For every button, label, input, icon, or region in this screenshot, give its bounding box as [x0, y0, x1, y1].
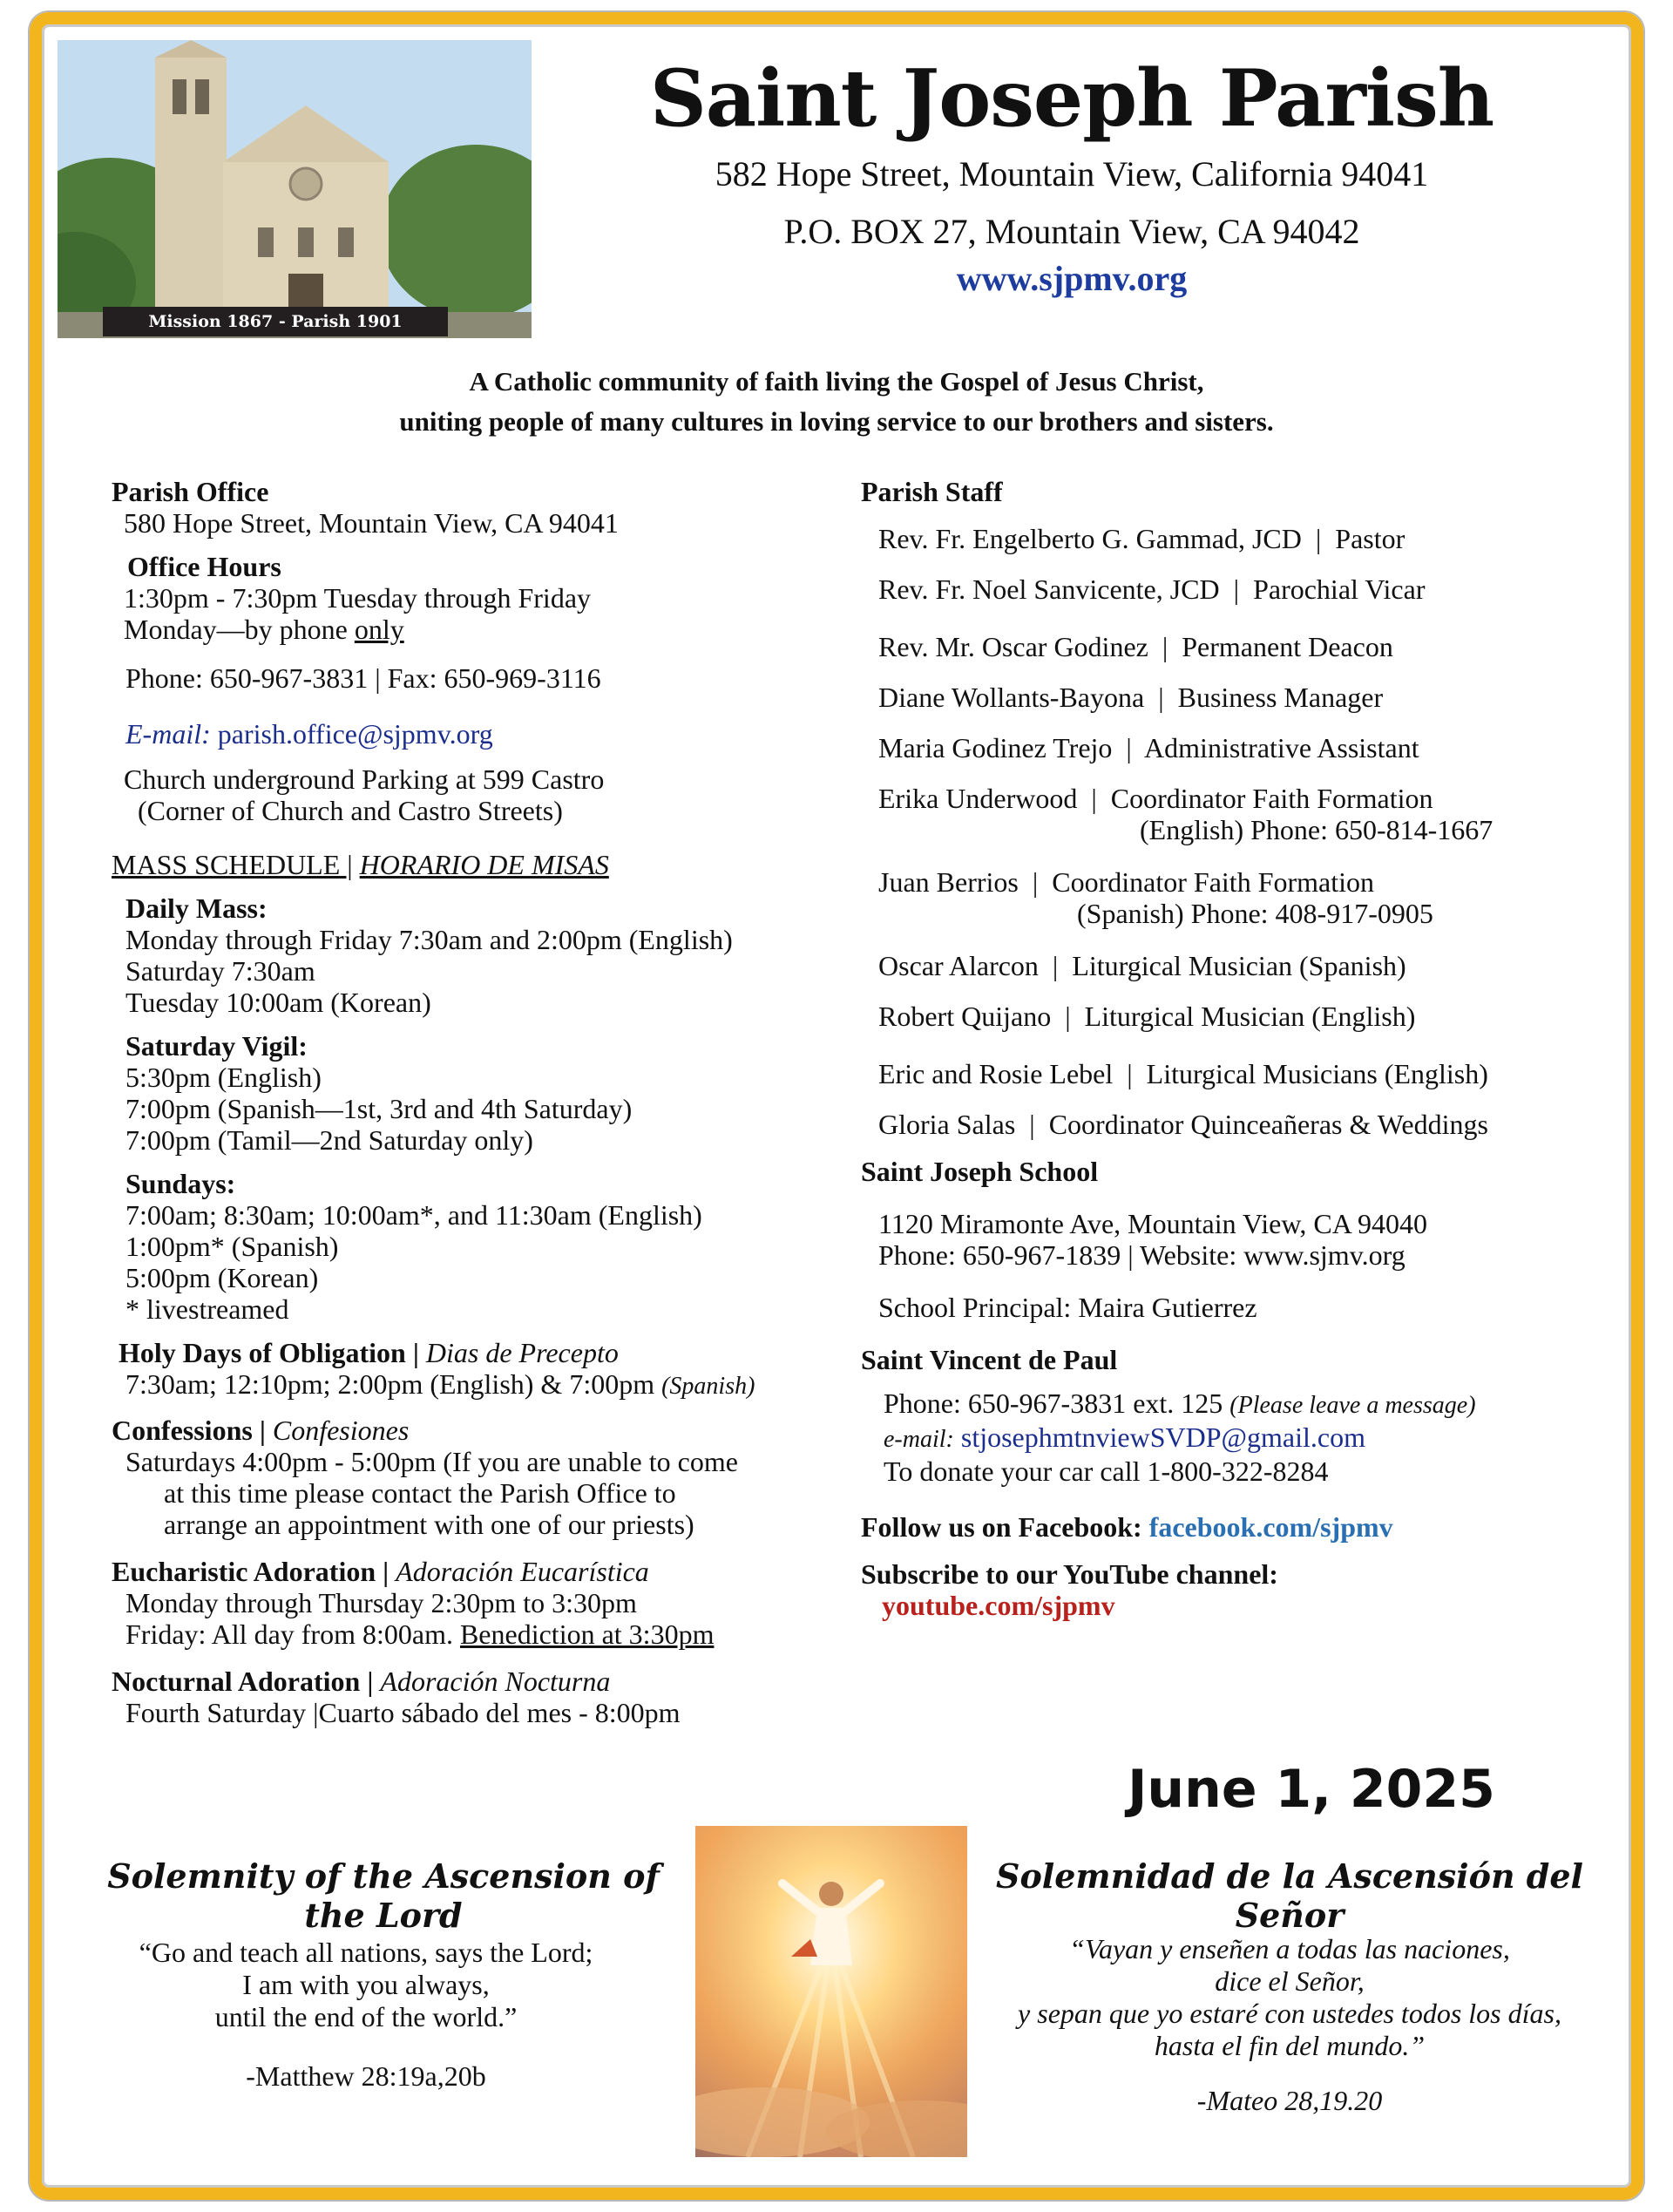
- website-link[interactable]: www.sjpmv.org: [956, 259, 1188, 298]
- svdp-heading: Saint Vincent de Paul: [861, 1344, 1118, 1375]
- staff-member: [878, 732, 1610, 763]
- email-row: [125, 718, 861, 750]
- parking-line: (Corner of Church and Castro Streets): [138, 795, 563, 826]
- youtube-label: Subscribe to our YouTube channel:: [861, 1558, 1278, 1590]
- sundays-heading: Sundays:: [125, 1168, 236, 1199]
- staff-name: Rev. Fr. Engelberto G. Gammad, JCD: [878, 523, 1302, 554]
- school-phone-web: Phone: 650-967-1839 | Website: www.sjmv.org: [878, 1239, 1405, 1271]
- eucharistic-es: Adoración Eucarística: [396, 1556, 649, 1587]
- quote-en-line: I am with you always,: [242, 1969, 490, 2000]
- parish-office-heading: Parish Office: [112, 476, 269, 507]
- svdp-phone-text: Phone: 650-967-3831 ext. 125: [884, 1388, 1223, 1419]
- staff-member: [878, 1001, 1610, 1032]
- mission-statement: [131, 362, 1542, 442]
- quote-es-line: dice el Señor,: [1215, 1965, 1365, 1997]
- svdp-phone: [884, 1388, 1610, 1422]
- vigil-time: 7:00pm (Tamil—2nd Saturday only): [125, 1124, 533, 1156]
- sundays: [125, 1168, 861, 1325]
- staff-list: [861, 523, 1610, 1140]
- vigil-time: 5:30pm (English): [125, 1062, 322, 1093]
- office-hours-only: only: [354, 614, 404, 645]
- staff-role: Pastor: [1335, 523, 1405, 554]
- daily-mass-heading: Daily Mass:: [125, 892, 268, 924]
- quote-es-line: y sepan que yo estaré con ustedes todos los días,: [1018, 1998, 1561, 2029]
- staff-separator: |: [1018, 866, 1053, 898]
- bulletin-date: June 1, 2025: [1128, 1759, 1495, 1820]
- daily-mass-time: Monday through Friday 7:30am and 2:00pm (English): [125, 924, 733, 955]
- staff-separator: |: [1051, 1001, 1085, 1032]
- svdp-phone-note: (Please leave a message): [1229, 1392, 1476, 1419]
- holy-days-es: Dias de Precepto: [425, 1337, 619, 1368]
- staff-name: Oscar Alarcon: [878, 950, 1039, 981]
- staff-member: [878, 950, 1610, 981]
- holy-days-spanish: (Spanish): [661, 1373, 755, 1400]
- holy-days-times: [125, 1368, 861, 1402]
- quote-en-line: “Go and teach all nations, says the Lord;: [139, 1937, 593, 1968]
- youtube-link[interactable]: youtube.com/sjpmv: [882, 1590, 1115, 1621]
- eucharistic-heading: [112, 1556, 861, 1587]
- saturday-vigil-heading: Saturday Vigil:: [125, 1030, 308, 1062]
- staff-member: [878, 866, 1610, 898]
- right-column: [861, 476, 1610, 1621]
- mission-line: uniting people of many cultures in loving service to our brothers and sisters.: [399, 406, 1274, 437]
- svdp-email-label: e-mail:: [884, 1426, 954, 1453]
- holy-days-heading: [119, 1337, 861, 1368]
- nocturnal-en: Nocturnal Adoration |: [112, 1666, 374, 1697]
- staff-member: [878, 1109, 1610, 1140]
- staff-separator: |: [1144, 682, 1178, 713]
- mass-schedule-es: HORARIO DE MISAS: [359, 849, 609, 880]
- mass-schedule-en: MASS SCHEDULE |: [112, 849, 353, 880]
- staff-role: Administrative Assistant: [1144, 732, 1419, 763]
- office-hours-monday: Monday—by phone: [124, 614, 355, 645]
- staff-separator: |: [1113, 1058, 1147, 1089]
- staff-role: Coordinator Quinceañeras & Weddings: [1048, 1109, 1488, 1140]
- citation-en: -Matthew 28:19a,20b: [246, 2060, 486, 2092]
- eucharistic-line: [125, 1618, 861, 1650]
- sunday-time: 5:00pm (Korean): [125, 1262, 319, 1293]
- staff-name: Eric and Rosie Lebel: [878, 1058, 1114, 1089]
- school-heading: Saint Joseph School: [861, 1156, 1099, 1187]
- staff-separator: |: [1077, 783, 1111, 814]
- livestream-note: * livestreamed: [125, 1293, 289, 1325]
- nocturnal-es: Adoración Nocturna: [380, 1666, 611, 1697]
- daily-mass-time: Tuesday 10:00am (Korean): [125, 987, 431, 1018]
- office-hours-heading: Office Hours: [127, 551, 281, 582]
- ascension-illustration: [695, 1826, 967, 2157]
- staff-member: [878, 1058, 1610, 1089]
- staff-role: Liturgical Musician (English): [1084, 1001, 1416, 1032]
- staff-phone: (English) Phone: 650-814-1667: [1140, 814, 1494, 845]
- confessions-line: Saturdays 4:00pm - 5:00pm (If you are unable to come: [125, 1446, 738, 1477]
- staff-role: Permanent Deacon: [1182, 631, 1393, 662]
- staff-separator: |: [1038, 950, 1073, 981]
- mass-schedule-heading: [112, 849, 861, 880]
- church-photo: [58, 40, 532, 338]
- staff-role: Coordinator Faith Formation: [1052, 866, 1375, 898]
- confessions-en: Confessions |: [112, 1415, 266, 1446]
- sunday-time: 7:00am; 8:30am; 10:00am*, and 11:30am (English): [125, 1199, 702, 1231]
- staff-role: Coordinator Faith Formation: [1110, 783, 1433, 814]
- facebook-label: Follow us on Facebook:: [861, 1511, 1142, 1543]
- staff-heading: Parish Staff: [861, 476, 1003, 507]
- church-illustration: [58, 40, 532, 338]
- email-label: E-mail:: [125, 718, 211, 750]
- eucharistic-en: Eucharistic Adoration |: [112, 1556, 389, 1587]
- holy-days-en: Holy Days of Obligation |: [119, 1337, 419, 1368]
- office-hours-line: 1:30pm - 7:30pm Tuesday through Friday: [124, 582, 592, 614]
- staff-member: [878, 783, 1610, 814]
- staff-role: Parochial Vicar: [1253, 573, 1426, 605]
- feast-title-en: Solemnity of the Ascension of the Lord: [107, 1856, 660, 1935]
- staff-phone: (Spanish) Phone: 408-917-0905: [1077, 898, 1433, 929]
- staff-role: Liturgical Musician (Spanish): [1072, 950, 1406, 981]
- quote-en-line: until the end of the world.”: [214, 2001, 518, 2032]
- eucharistic-friday: Friday: All day from 8:00am.: [125, 1618, 460, 1650]
- svdp-email: [884, 1422, 1610, 1455]
- email-link[interactable]: parish.office@sjpmv.org: [217, 718, 493, 750]
- staff-separator: |: [1148, 631, 1182, 662]
- staff-role: Business Manager: [1177, 682, 1384, 713]
- staff-role: Liturgical Musicians (English): [1146, 1058, 1488, 1089]
- left-column: [112, 476, 861, 1728]
- daily-mass-time: Saturday 7:30am: [125, 955, 315, 987]
- parish-title: Saint Joseph Parish: [649, 52, 1494, 145]
- benediction: Benediction at 3:30pm: [459, 1618, 715, 1650]
- svdp-donate: To donate your car call 1-800-322-8284: [884, 1455, 1329, 1487]
- staff-name: Erika Underwood: [878, 783, 1078, 814]
- school-principal: School Principal: Maira Gutierrez: [878, 1292, 1257, 1323]
- staff-name: Rev. Fr. Noel Sanvicente, JCD: [878, 573, 1220, 605]
- vigil-time: 7:00pm (Spanish—1st, 3rd and 4th Saturday): [125, 1093, 633, 1124]
- ascension-image: [695, 1826, 967, 2157]
- facebook-row: [861, 1511, 1610, 1543]
- staff-name: Gloria Salas: [878, 1109, 1016, 1140]
- staff-member: [878, 631, 1610, 662]
- sunday-time: 1:00pm* (Spanish): [125, 1231, 339, 1262]
- staff-name: Diane Wollants-Bayona: [878, 682, 1145, 713]
- staff-name: Juan Berrios: [878, 866, 1019, 898]
- school-address: 1120 Miramonte Ave, Mountain View, CA 94040: [878, 1208, 1428, 1239]
- quote-es-line: hasta el fin del mundo.”: [1154, 2030, 1426, 2061]
- office-hours-line: [124, 614, 861, 645]
- holy-days-times-text: 7:30am; 12:10pm; 2:00pm (English) & 7:00pm: [125, 1368, 655, 1400]
- confessions-es: Confesiones: [272, 1415, 410, 1446]
- staff-member: [878, 573, 1610, 605]
- parish-office-address: 580 Hope Street, Mountain View, CA 94041: [124, 507, 619, 539]
- confessions-line: arrange an appointment with one of our priests): [164, 1509, 694, 1540]
- facebook-link[interactable]: facebook.com/sjpmv: [1148, 1511, 1393, 1543]
- daily-mass: [125, 892, 861, 1018]
- staff-separator: |: [1301, 523, 1336, 554]
- mission-line: A Catholic community of faith living the Gospel of Jesus Christ,: [469, 366, 1204, 397]
- staff-name: Maria Godinez Trejo: [878, 732, 1113, 763]
- quote-es: [993, 1933, 1586, 2062]
- citation-es: -Mateo 28,19.20: [1196, 2085, 1383, 2116]
- svdp-email-link[interactable]: stjosephmtnviewSVDP@gmail.com: [960, 1422, 1365, 1453]
- saturday-vigil: [125, 1030, 861, 1156]
- quote-en: [96, 1937, 636, 2033]
- po-box: P.O. BOX 27, Mountain View, CA 94042: [783, 212, 1360, 251]
- staff-member: [878, 682, 1610, 713]
- staff-separator: |: [1015, 1109, 1049, 1140]
- staff-name: Robert Quijano: [878, 1001, 1052, 1032]
- photo-caption: Mission 1867 - Parish 1901: [103, 307, 448, 336]
- nocturnal-line: Fourth Saturday |Cuarto sábado del mes - 8:00pm: [125, 1697, 681, 1728]
- feast-title-es: Solemnidad de la Ascensión del Señor: [996, 1856, 1583, 1935]
- parking-line: Church underground Parking at 599 Castro: [124, 763, 605, 795]
- confessions-line: at this time please contact the Parish Office to: [164, 1477, 676, 1509]
- confessions-heading: [112, 1415, 861, 1446]
- street-address: 582 Hope Street, Mountain View, California 94041: [715, 154, 1429, 193]
- staff-separator: |: [1219, 573, 1254, 605]
- staff-separator: |: [1112, 732, 1145, 763]
- nocturnal-heading: [112, 1666, 861, 1697]
- staff-name: Rev. Mr. Oscar Godinez: [878, 631, 1148, 662]
- quote-es-line: “Vayan y enseñen a todas las naciones,: [1069, 1933, 1510, 1964]
- staff-member: [878, 523, 1610, 554]
- phone-fax: Phone: 650-967-3831 | Fax: 650-969-3116: [125, 662, 601, 694]
- eucharistic-line: Monday through Thursday 2:30pm to 3:30pm: [125, 1587, 637, 1618]
